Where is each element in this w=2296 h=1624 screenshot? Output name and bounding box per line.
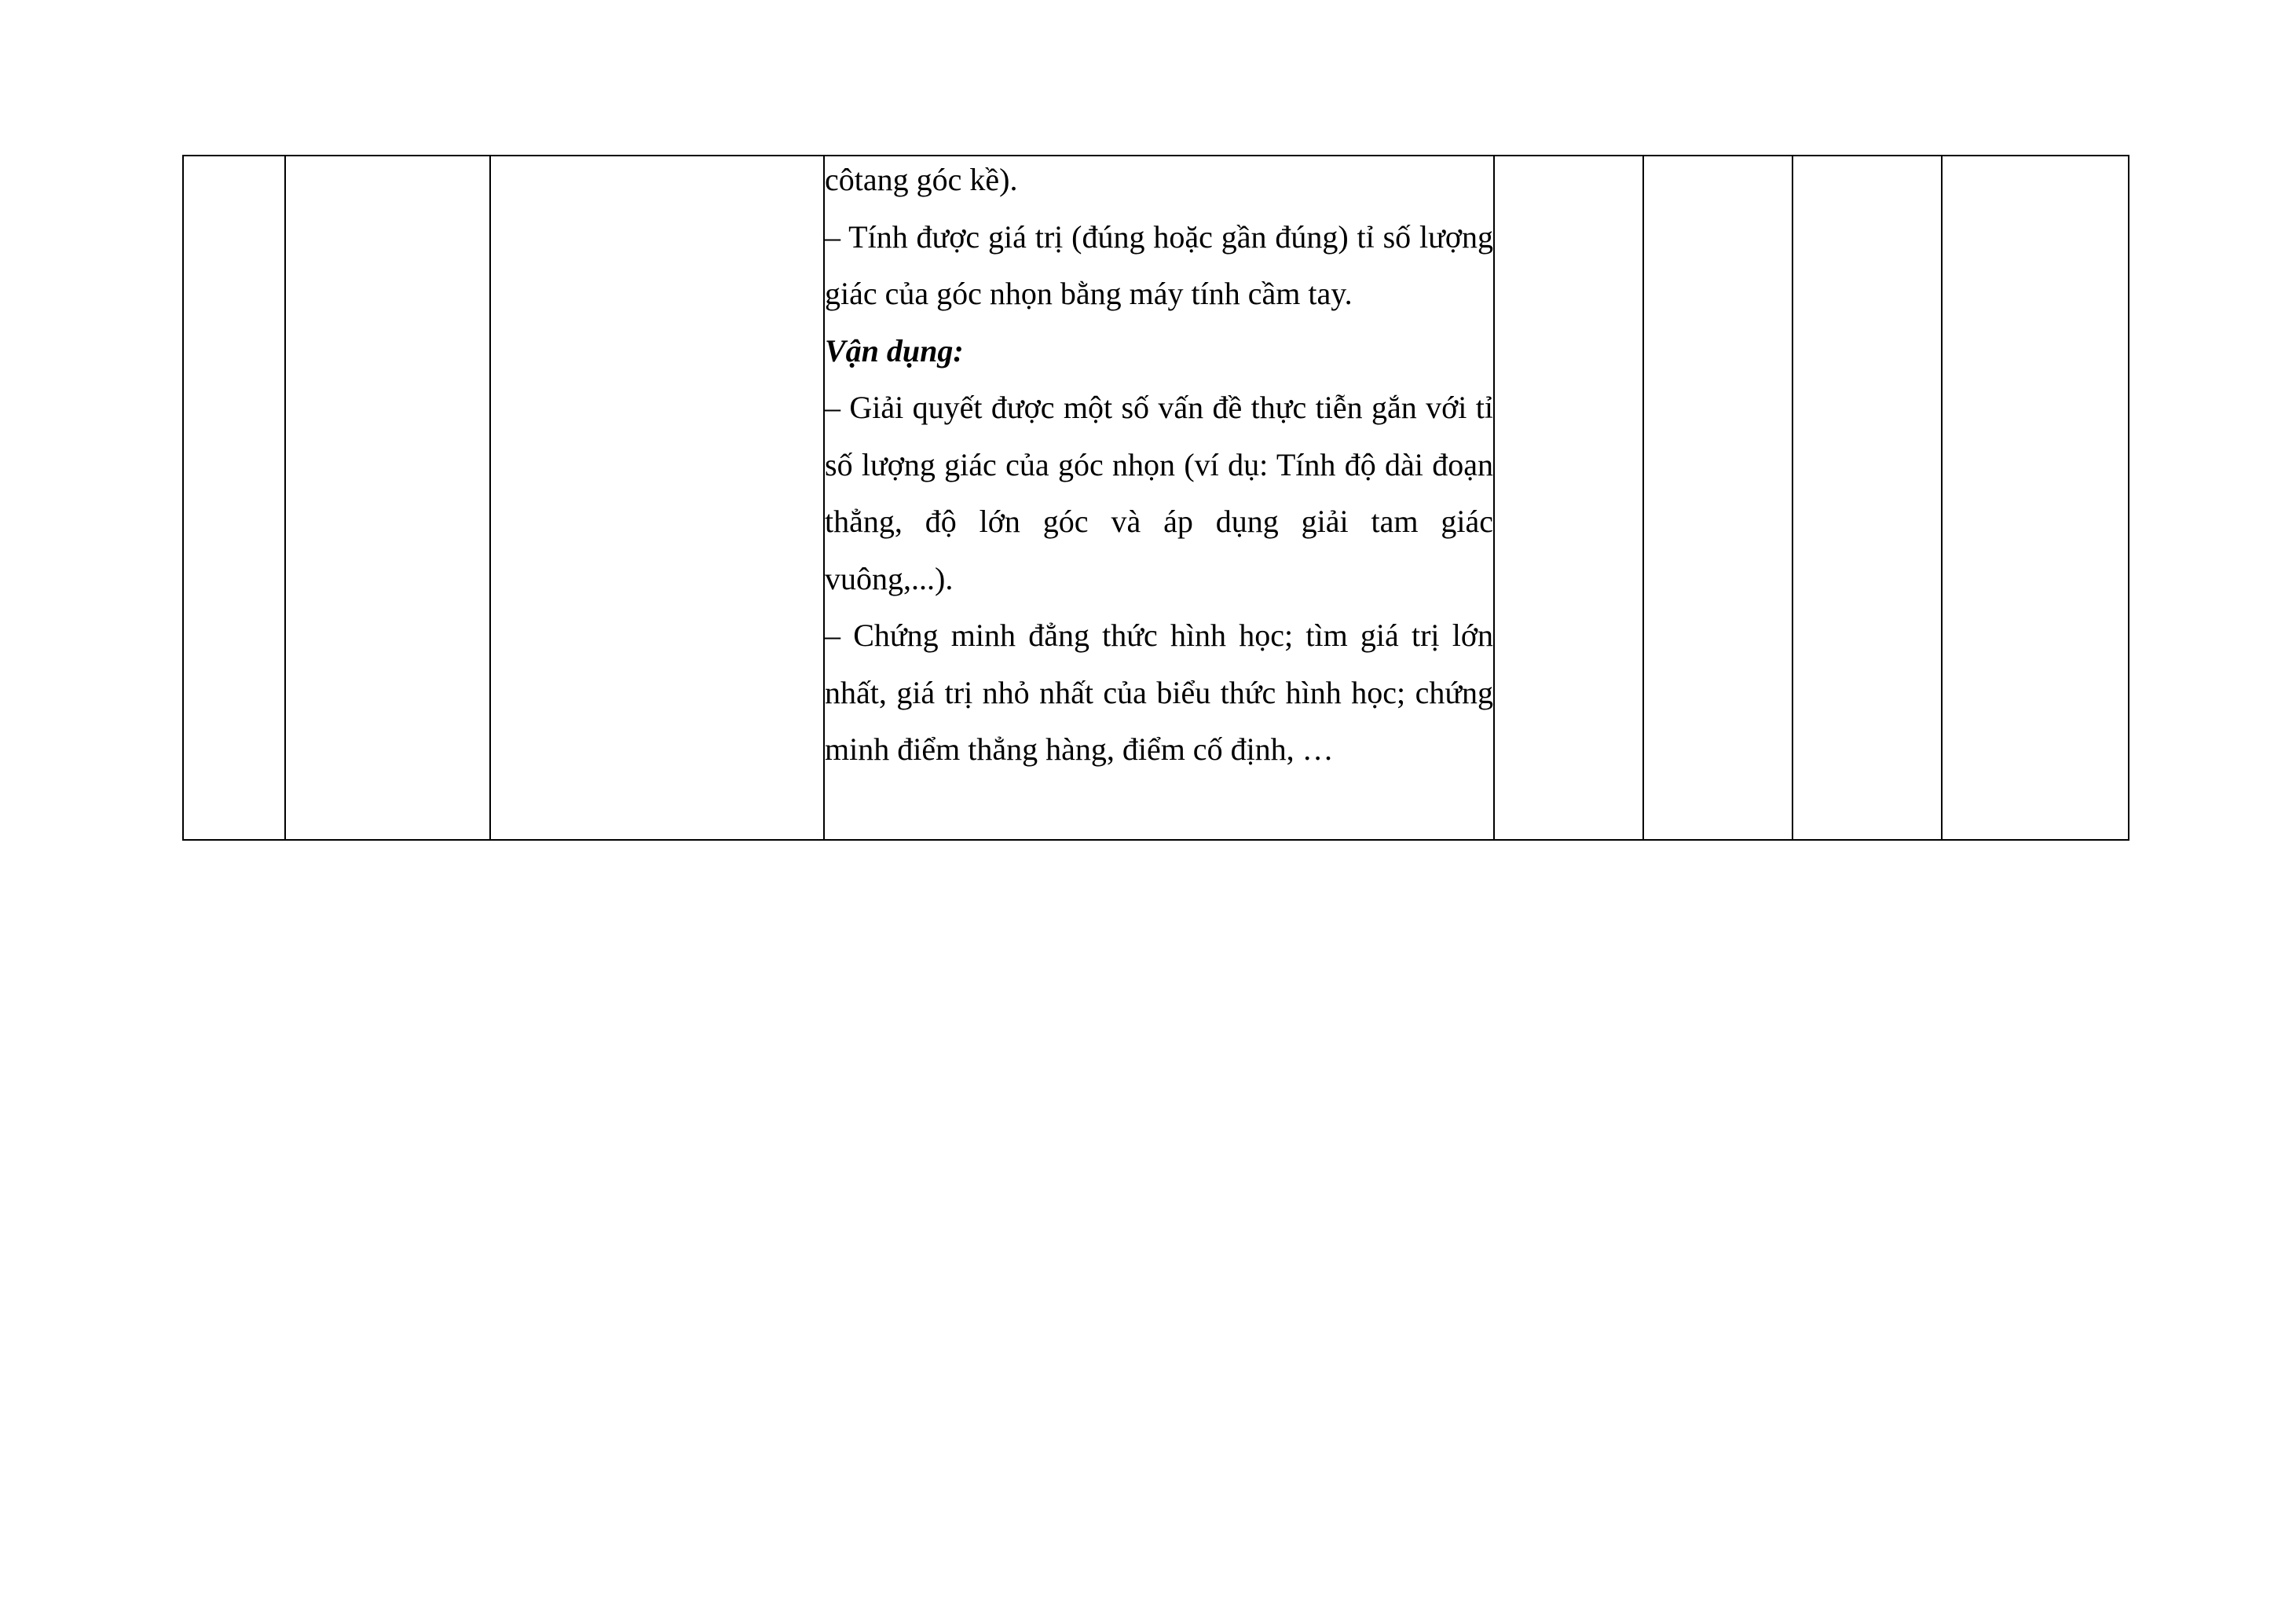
requirement-paragraph: – Giải quyết được một số vấn đề thực tiễn gắn với tỉ số lượng giác của góc nhọn (ví dụ: Tính độ dài đoạn thẳng, độ lớn góc và áp dụng giải tam giác vuông,...). xyxy=(825,390,1493,596)
requirement-paragraph: – Tính được giá trị (đúng hoặc gần đúng) tỉ số lượng giác của góc nhọn bằng máy tính cầm tay. xyxy=(825,218,1493,311)
table-cell-requirements xyxy=(824,156,1494,840)
table-cell-topic xyxy=(285,156,490,840)
table-cell-level-1 xyxy=(1494,156,1643,840)
table-cell-level-3 xyxy=(1792,156,1942,840)
table-cell-level-4 xyxy=(1942,156,2129,840)
requirement-paragraph: – Chứng minh đẳng thức hình học; tìm giá trị lớn nhất, giá trị nhỏ nhất của biểu thức hình học; chứng minh điểm thẳng hàng, điểm cố định, … xyxy=(825,618,1493,767)
table-cell-unit xyxy=(490,156,824,840)
requirement-heading: Vận dụng: xyxy=(825,332,964,368)
table-cell-index xyxy=(183,156,285,840)
table-row xyxy=(183,156,2129,840)
specification-table xyxy=(182,155,2129,841)
requirement-paragraph: côtang góc kề). xyxy=(825,162,1018,197)
table-cell-level-2 xyxy=(1643,156,1792,840)
